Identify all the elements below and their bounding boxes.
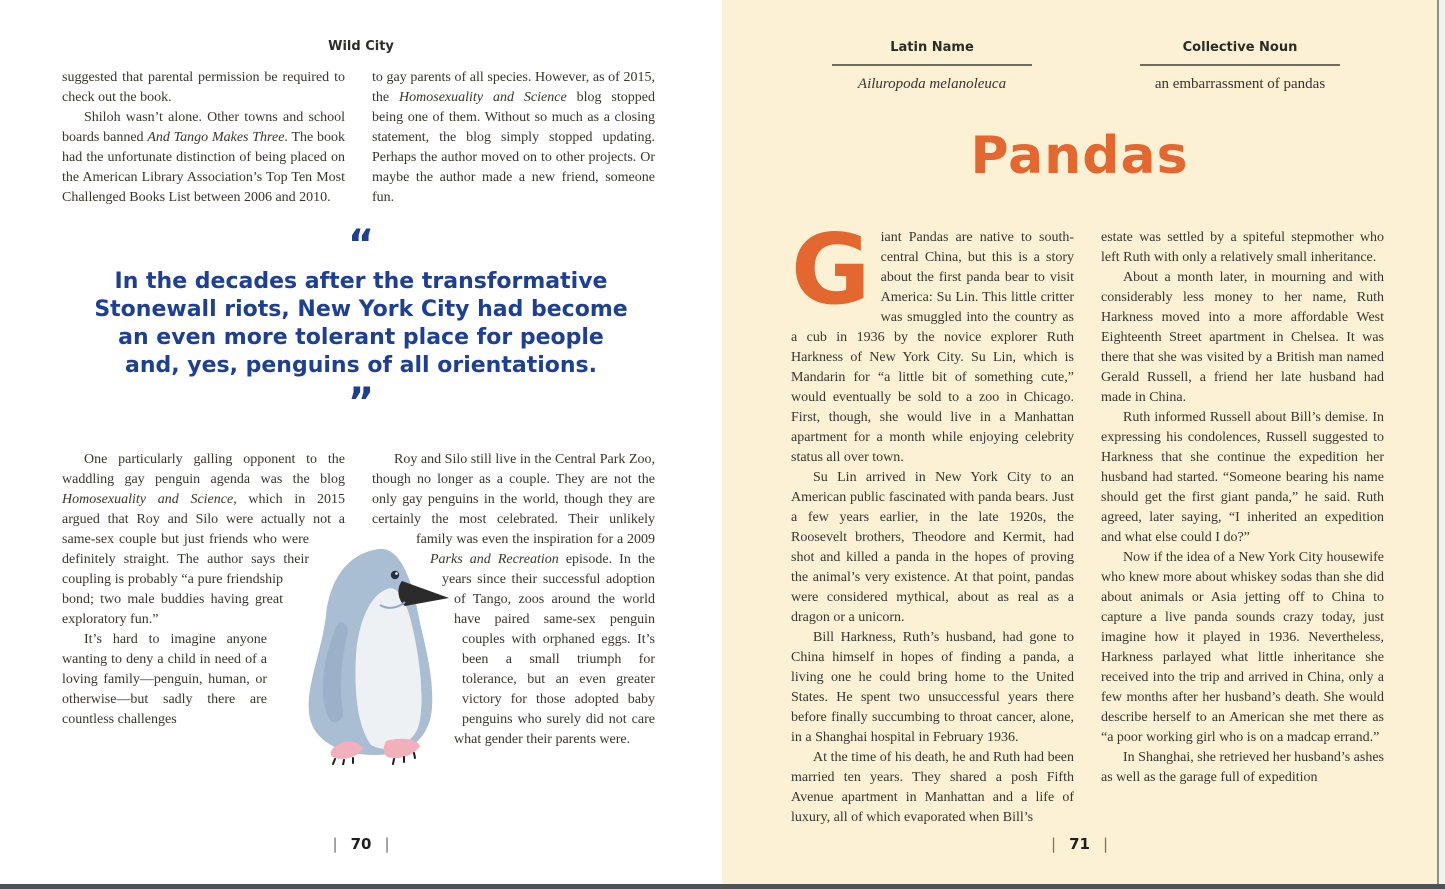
running-head: Wild City — [328, 39, 394, 54]
latin-name-block — [792, 40, 1072, 93]
paragraph: Roy and Silo still live in the Central Park Zoo, though no longer as a couple. They are not the only gay penguins in the world, though they are certainly the most celebrated. Their unlikely family was even the inspiration for a 2009 Parks and Recreation episode. In the years since their successful adoption of Tango, zoos around the world have paired same-sex penguin couples with orphaned eggs. It’s been a small triumph for tolerance, but an even greater victory for those adopted baby penguins who surely did not care what gender their parents were. — [372, 452, 655, 747]
penguin-eye-highlight — [395, 572, 398, 575]
text-column — [791, 213, 1074, 828]
pull-quote — [92, 222, 630, 426]
page-number-left — [0, 835, 722, 853]
left-page-top-columns — [62, 68, 655, 208]
text-column — [62, 68, 345, 208]
latin-name-label: Latin Name — [890, 40, 974, 55]
open-quote-mark: “ — [347, 222, 375, 268]
paragraph: About a month later, in mourning and with considerably less money to her name, Ruth Harkness moved into a more affordable West Eighteenth Street apartment in Chelsea. It was there that she was visited by a British man named Gerald Russell, a friend her late husband had made in China. — [1101, 270, 1384, 405]
penguin-eye — [391, 571, 399, 579]
chapter-title: Pandas — [970, 126, 1189, 186]
header-rule — [832, 64, 1032, 66]
penguin-beak — [398, 581, 449, 606]
collective-noun-label: Collective Noun — [1182, 40, 1298, 55]
folio-bar: | — [1051, 835, 1057, 853]
paragraph: Ruth informed Russell about Bill’s demise. In expressing his condolences, Russell suggested to Harkness that she continue the expedition her husband had started. “Someone bearing his name should get the first giant panda,” he said. Ruth agreed, later saying, “I inherited an expedition and what else could I do?” — [1101, 410, 1384, 545]
folio-number: 71 — [1069, 835, 1090, 853]
text-column — [372, 68, 655, 208]
folio-bar: | — [332, 835, 338, 853]
folio-bar: | — [384, 835, 390, 853]
paragraph: Shiloh wasn’t alone. Other towns and school boards banned And Tango Makes Three. The book had the unfortunate distinction of being placed on the American Library Association’s Top Ten Most Challenged Books List between 2006 and 2010. — [62, 110, 346, 205]
collective-noun-block — [1100, 40, 1380, 93]
right-page-columns — [791, 213, 1384, 828]
folio-number: 70 — [350, 835, 372, 853]
paragraph: In Shanghai, she retrieved her husband’s ashes as well as the garage full of expedition — [1101, 750, 1384, 785]
drop-cap: G — [791, 213, 871, 326]
paragraph: Giant Pandas are native to south-central China, but this is a story about the first panda bear to visit America: Su Lin. This little critter was smuggled into the country as a cub in 1936 by the novice explorer Ruth Harkness of New York City. Su Lin, which is Mandarin for “a little bit of something cute,” would eventually be sold to a zoo in Chicago. First, though, she would live in a Manhattan apartment for a month while enjoying celebrity status all over town. — [791, 213, 1074, 465]
page-edge — [1437, 0, 1445, 884]
close-quote-mark: ” — [347, 380, 375, 426]
penguin-illustration — [286, 543, 474, 765]
header-rule — [1140, 64, 1340, 66]
paragraph: At the time of his death, he and Ruth had been married ten years. They shared a posh Fifth Avenue apartment in Manhattan and a life of luxury, all of which evaporated when Bill’s — [791, 750, 1074, 825]
paragraph: suggested that parental permission be required to check out the book. — [62, 70, 345, 105]
pull-quote-text: In the decades after the transformative Stonewall riots, New York City had become an even more tolerant place for people and, yes, penguins of all orientations. — [94, 269, 628, 378]
folio-bar: | — [1102, 835, 1108, 853]
paragraph: Su Lin arrived in New York City to an American public fascinated with panda bears. Just a few years earlier, in the late 1920s, the Roosevelt brothers, Theodore and Kermit, had shot and killed a panda in the hopes of proving the animal’s very existence. At that point, pandas were considered mythical, about as real as a dragon or a unicorn. — [791, 470, 1074, 625]
paragraph: One particularly galling opponent to the waddling gay penguin agenda was the blog Homosexuality and Science, which in 2015 argued that Roy and Silo were actually not a same-sex couple but just friends who were definitely straight. The author says their coupling is probably “a pure friendship bond; two male buddies having great exploratory fun.” — [62, 452, 345, 627]
paragraph: estate was settled by a spiteful stepmother who left Ruth with only a relatively small inheritance. — [1101, 230, 1384, 265]
page-number-right — [722, 835, 1437, 853]
collective-noun-value: an embarrassment of pandas — [1154, 76, 1326, 92]
paragraph: Bill Harkness, Ruth’s husband, had gone to China himself in hopes of finding a panda, a living one he could bring home to the United States. He spent two unsuccessful years there before finally succumbing to throat cancer, alone, in a Shanghai hospital in February 1936. — [791, 630, 1074, 745]
paragraph: to gay parents of all species. However, as of 2015, the Homosexuality and Science blog stopped being one of them. Without so much as a closing statement, the blog simply stopped updating. Perhaps the author moved on to other projects. Or maybe the author made a new friend, someone fun. — [372, 70, 655, 205]
paragraph: It’s hard to imagine anyone wanting to deny a child in need of a loving family—penguin, human, or otherwise—but sadly there are countless challenges — [62, 632, 267, 727]
latin-name-value: Ailuropoda melanoleuca — [857, 76, 1007, 92]
book-bottom-edge — [0, 884, 1445, 889]
paragraph: Now if the idea of a New York City housewife who knew more about whiskey sodas than she did about animals or Asia jetting off to China to capture a live panda sounds crazy today, just imagine how it played in 1936. Nevertheless, Harkness parlayed what little inheritance she received into the trip and arrived in China, only a few months after her husband’s death. She would describe herself to an American she met there as “a poor working girl who is on a madcap errand.” — [1101, 550, 1384, 745]
right-page — [722, 0, 1437, 884]
text-column — [1101, 228, 1384, 828]
